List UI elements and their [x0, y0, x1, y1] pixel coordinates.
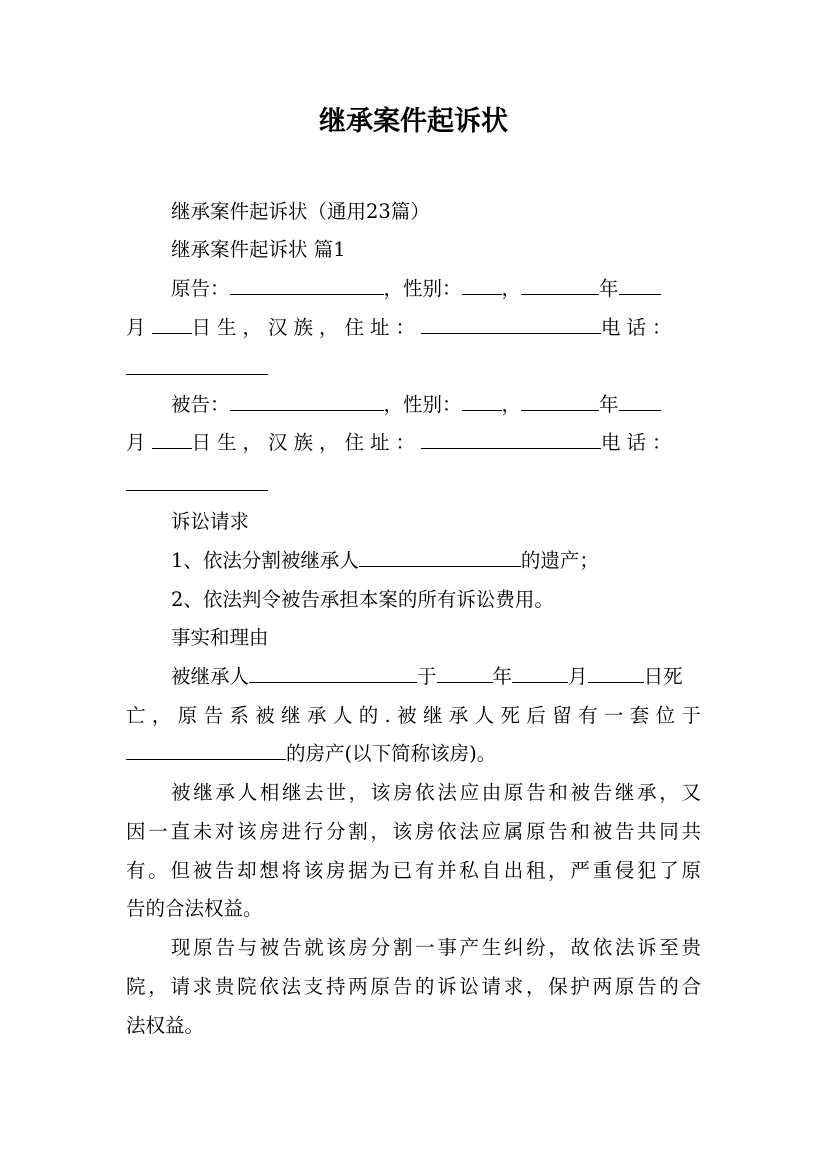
- facts-p3-line-1: 现原告与被告就该房分割一事产生纠纷，故依法诉至贵: [171, 936, 701, 959]
- claim-1: [171, 542, 599, 580]
- facts-p2-line-1: 被继承人相继去世，该房依法应由原告和被告继承，又: [171, 781, 701, 804]
- plaintiff-month-blank: [619, 275, 661, 295]
- plaintiff-born-label: 日生，汉族，住址：: [191, 316, 422, 339]
- defendant-gender-blank: [462, 391, 502, 411]
- defendant-phone-label: 电话：: [601, 431, 678, 454]
- plaintiff-line-2: [126, 309, 678, 347]
- facts-p2-line-4: 告的合法权益。: [126, 897, 263, 920]
- plaintiff-year-label: 年: [599, 277, 619, 300]
- facts-p2-line-3: 有。但被告却想将该房据为已有并私自出租，严重侵犯了原: [126, 859, 701, 882]
- facts-year-blank: [437, 663, 493, 683]
- facts-location-blank: [126, 740, 286, 760]
- plaintiff-comma: ，: [501, 277, 522, 300]
- document-title: 继承案件起诉状: [319, 106, 508, 137]
- defendant-phone-blank: [126, 490, 268, 491]
- defendant-born-label: 日生，汉族，住址：: [191, 431, 422, 454]
- defendant-month-blank: [619, 391, 661, 411]
- plaintiff-gender-blank: [462, 275, 502, 295]
- facts-heading: 事实和理由: [171, 626, 269, 649]
- facts-p1-e: 日死: [643, 665, 683, 688]
- defendant-year-blank: [521, 391, 599, 411]
- facts-day-blank: [588, 663, 644, 683]
- defendant-day-blank: [152, 429, 192, 449]
- plaintiff-label: 原告：: [171, 277, 230, 300]
- plaintiff-address-blank: [421, 314, 601, 334]
- defendant-line-1: [171, 386, 661, 424]
- claim-1-prefix: 1、依法分割被继承人: [171, 549, 359, 572]
- facts-p2-line-2: 因一直未对该房进行分割，该房依法应属原告和被告共同共: [126, 820, 701, 843]
- defendant-name-blank: [230, 391, 384, 411]
- section-heading: 继承案件起诉状 篇1: [171, 238, 346, 261]
- facts-p1-d: 月: [568, 665, 588, 688]
- facts-p1-line-1: [171, 658, 683, 696]
- defendant-label: 被告：: [171, 393, 230, 416]
- facts-p1-a: 被继承人: [171, 665, 250, 688]
- plaintiff-phone-label: 电话：: [601, 316, 678, 339]
- plaintiff-phone-blank: [126, 374, 268, 375]
- claim-2: 2、依法判令被告承担本案的所有诉讼费用。: [171, 588, 554, 611]
- defendant-gender-label: ，性别：: [383, 393, 462, 416]
- facts-p1-line-3: [126, 735, 496, 773]
- defendant-comma: ，: [501, 393, 522, 416]
- facts-decedent-blank: [249, 663, 417, 683]
- defendant-address-blank: [421, 429, 601, 449]
- facts-p3-line-3: 法权益。: [126, 1014, 205, 1037]
- facts-p1-line-2: 亡，原告系被继承人的.被继承人死后留有一套位于: [126, 704, 701, 727]
- plaintiff-line-1: [171, 270, 661, 308]
- facts-p1-c: 年: [492, 665, 513, 688]
- plaintiff-name-blank: [230, 275, 384, 295]
- facts-p3-line-2: 院，请求贵院依法支持两原告的诉讼请求，保护两原告的合: [126, 975, 701, 998]
- claims-heading: 诉讼请求: [171, 510, 250, 533]
- plaintiff-year-blank: [521, 275, 599, 295]
- defendant-line-2: [126, 424, 678, 462]
- plaintiff-month-label: 月: [126, 316, 152, 339]
- facts-month-blank: [512, 663, 568, 683]
- subtitle: 继承案件起诉状（通用23篇）: [171, 200, 430, 223]
- plaintiff-day-blank: [152, 314, 192, 334]
- defendant-month-label: 月: [126, 431, 152, 454]
- facts-p1-line-3-suffix: 的房产(以下简称该房)。: [286, 742, 497, 765]
- claim-1-blank: [359, 547, 521, 567]
- plaintiff-gender-label: ，性别：: [383, 277, 462, 300]
- claim-1-suffix: 的遗产；: [520, 549, 599, 572]
- defendant-year-label: 年: [599, 393, 619, 416]
- facts-p1-b: 于: [417, 665, 437, 688]
